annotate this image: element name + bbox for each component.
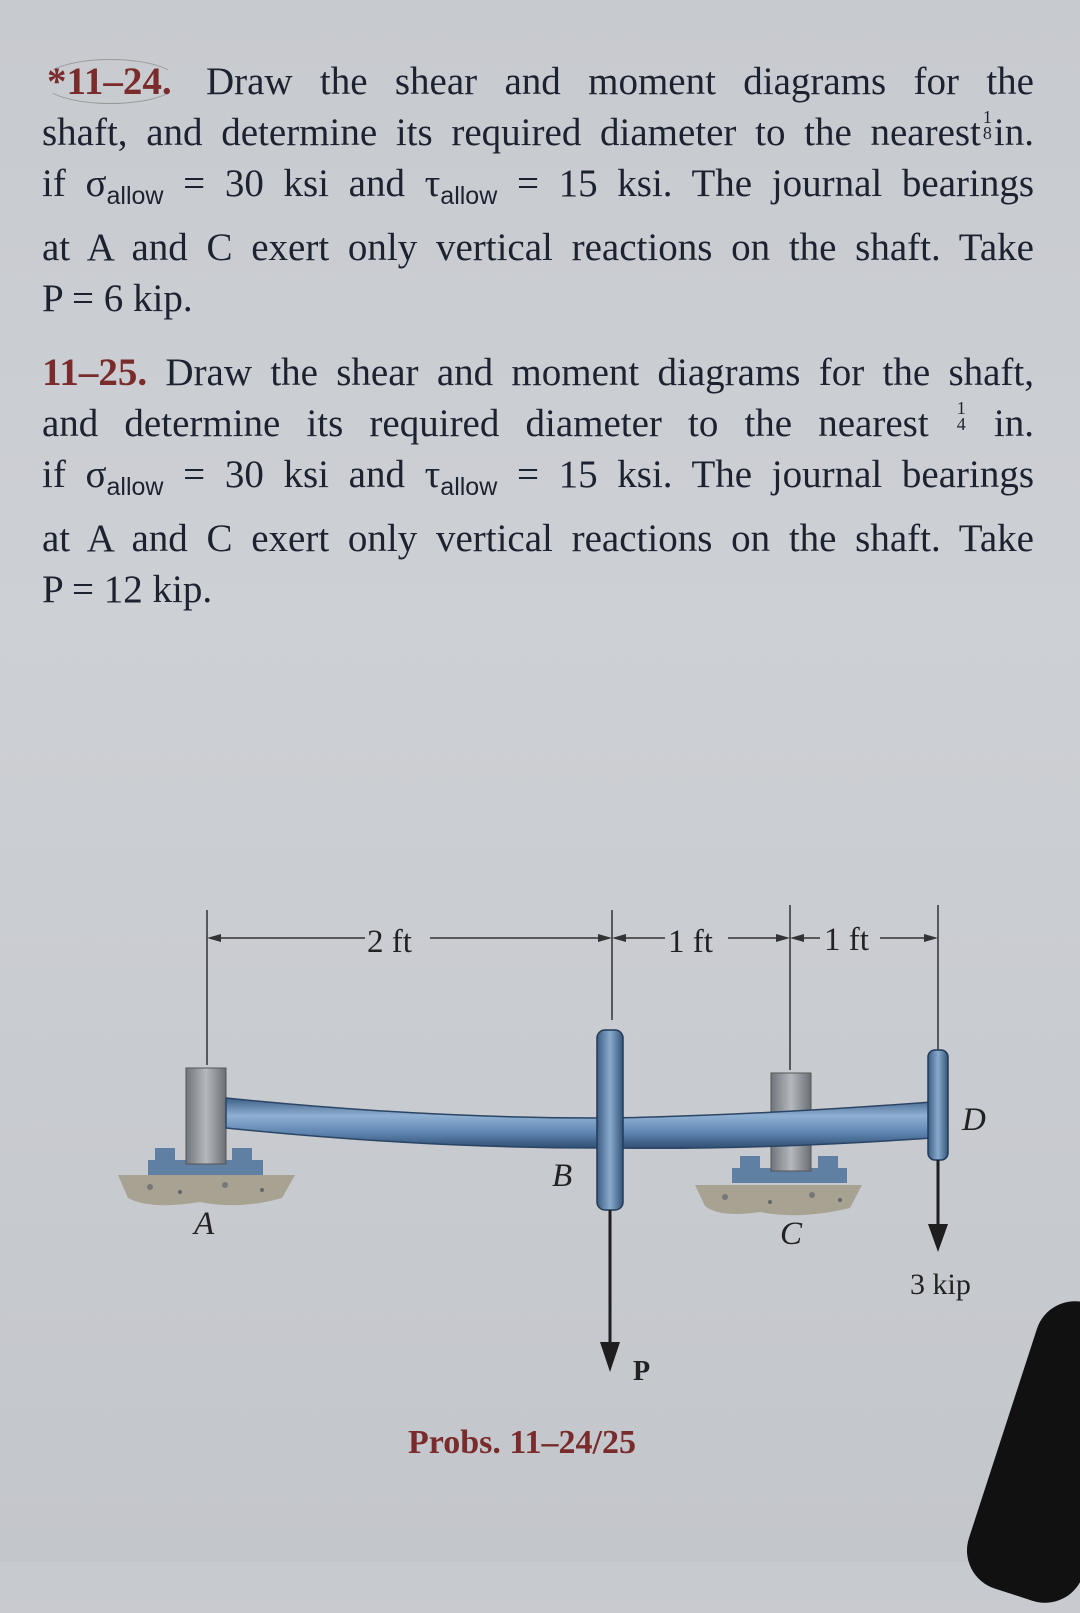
problem-line: P = 12 kip.	[42, 568, 213, 611]
problem-line: if $\sigma_{allow} = 30$ ksi and $\tau_{allow} = 15$ ksi. The journal bearings	[42, 453, 1035, 501]
shaft	[226, 1098, 932, 1148]
figure-caption: Probs. 11–24/25	[408, 1424, 636, 1461]
label-load-d: 3 kip	[910, 1268, 971, 1301]
fraction: 1 4	[956, 398, 966, 434]
pulley-d	[928, 1050, 948, 1160]
problem-line: *11–24. Draw the shear and moment diagrams for the	[42, 56, 1034, 107]
label-c: C	[780, 1216, 803, 1252]
load-arrow-d	[928, 1160, 948, 1252]
pulley-b	[597, 1030, 623, 1210]
fraction: 1 8	[982, 107, 992, 143]
problem-line: at A and C exert only vertical reactions on the shaft. Take	[42, 226, 1034, 269]
problem-line: shaft, and determine its required diameter to the nearest 1 8 in.	[42, 107, 1034, 154]
dimension-label-cd: 1 ft	[824, 922, 869, 958]
label-b: B	[552, 1158, 573, 1194]
problem-line: 11–25. Draw the shear and moment diagrams for the shaft,	[42, 351, 1035, 394]
problem-11-24	[42, 56, 1034, 324]
label-a: A	[194, 1206, 215, 1242]
ground-c	[695, 1185, 862, 1215]
problem-number: 11–25.	[42, 351, 148, 394]
problem-line: and determine its required diameter to the nearest 1 4 in.	[42, 398, 1035, 445]
problem-line: if $\sigma_{allow} = 30$ ksi and $\tau_{allow} = 15$ ksi. The journal bearings	[42, 162, 1035, 210]
problem-line: P = 6 kip.	[42, 277, 193, 320]
load-arrow-p	[600, 1210, 620, 1372]
ground-a	[118, 1175, 295, 1205]
problem-11-25	[42, 347, 1034, 615]
shaft-figure	[0, 880, 1080, 1500]
problem-line: at A and C exert only vertical reactions on the shaft. Take	[42, 517, 1034, 560]
dimension-label-ab: 2 ft	[367, 924, 412, 960]
label-d: D	[962, 1102, 986, 1138]
dimension-label-bc: 1 ft	[668, 924, 713, 960]
label-load-p: P	[633, 1356, 651, 1387]
problem-number: *11–24.	[42, 59, 179, 104]
